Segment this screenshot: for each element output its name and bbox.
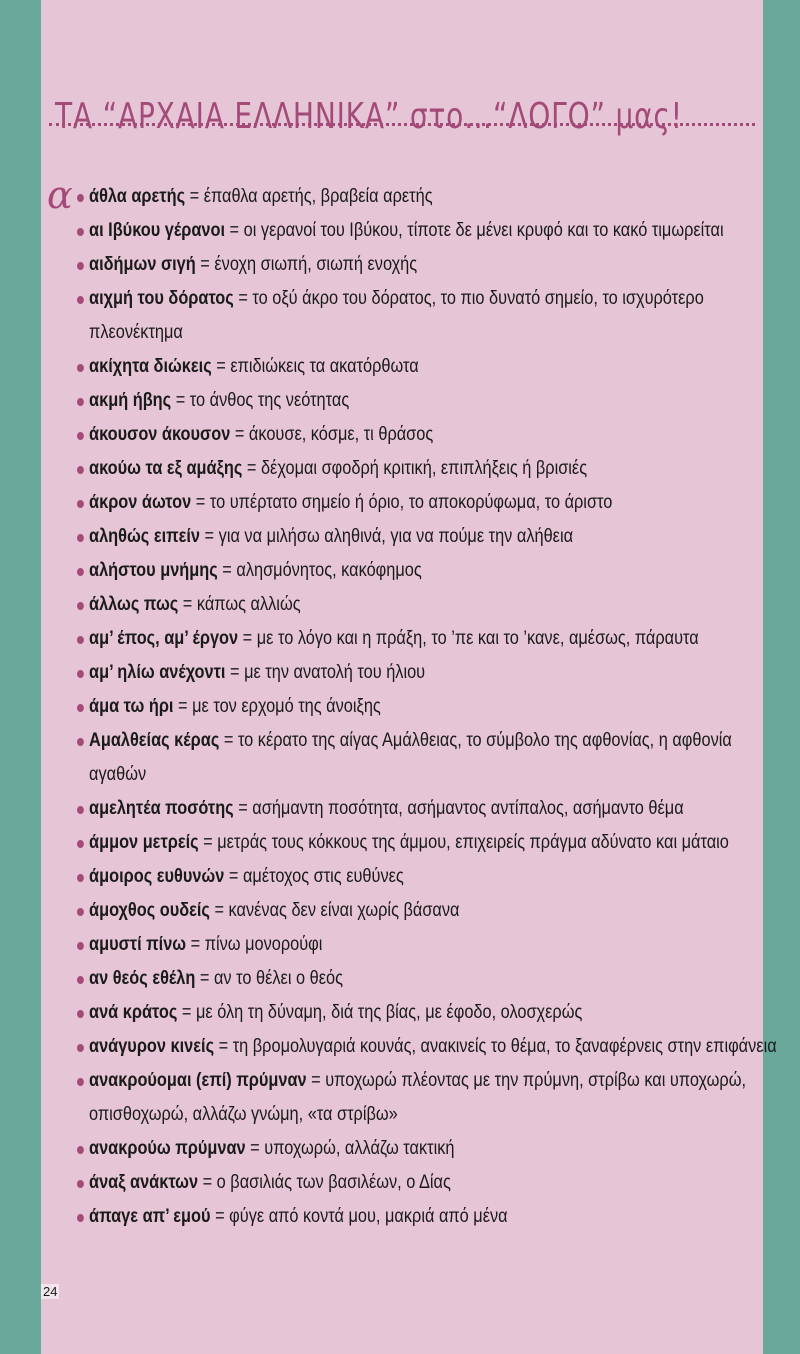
- list-item: [77, 1200, 786, 1234]
- equals-separator: =: [178, 594, 197, 615]
- bullet-icon: [77, 262, 84, 270]
- list-item: [77, 622, 786, 656]
- equals-separator: =: [238, 628, 257, 649]
- bullet-icon: [77, 602, 84, 610]
- phrase-term: αλήστου μνήμης: [89, 560, 218, 581]
- list-item: [77, 214, 786, 248]
- equals-separator: =: [198, 832, 218, 853]
- equals-separator: =: [217, 560, 237, 581]
- bullet-icon: [77, 1214, 84, 1222]
- bullet-icon: [77, 1146, 84, 1154]
- equals-separator: =: [306, 1070, 326, 1091]
- list-item: [77, 282, 786, 350]
- list-item: [77, 384, 786, 418]
- list-item: [77, 1132, 786, 1166]
- equals-separator: =: [214, 1036, 233, 1057]
- list-item: [77, 180, 786, 214]
- list-item: [77, 350, 786, 384]
- list-item: [77, 792, 786, 826]
- bullet-icon: [77, 840, 84, 848]
- equals-separator: =: [245, 1138, 265, 1159]
- list-item: [77, 928, 786, 962]
- list-item: [77, 656, 786, 690]
- equals-separator: =: [219, 730, 238, 751]
- phrase-term: αιχμή του δόρατος: [89, 288, 234, 309]
- bullet-icon: [77, 806, 84, 814]
- phrase-term: ανακρούομαι (επί) πρύμναν: [89, 1070, 307, 1091]
- phrase-definition: ο βασιλιάς των βασιλέων, ο Δίας: [216, 1172, 451, 1193]
- list-item: [77, 690, 786, 724]
- phrase-definition: ένοχη σιωπή, σιωπή ενοχής: [214, 254, 418, 275]
- bullet-icon: [77, 942, 84, 950]
- equals-separator: =: [230, 424, 249, 445]
- page-title: ΤΑ “ΑΡΧΑΙΑ ΕΛΛΗΝΙΚΑ” στο…“ΛΟΓΟ” μας!: [55, 96, 683, 138]
- phrase-term: άλλως πως: [89, 594, 179, 615]
- phrase-definition: αλησμόνητος, κακόφημος: [236, 560, 422, 581]
- equals-separator: =: [225, 220, 244, 241]
- equals-separator: =: [242, 458, 261, 479]
- phrase-term: ανάγυρον κινείς: [89, 1036, 215, 1057]
- equals-separator: =: [191, 492, 210, 513]
- list-item: [77, 452, 786, 486]
- phrase-definition: ασήμαντη ποσότητα, ασήμαντος αντίπαλος, ασήμαντο θέμα: [252, 798, 684, 819]
- phrase-term: αι Ιβύκου γέρανοι: [89, 220, 226, 241]
- bullet-icon: [77, 228, 84, 236]
- list-item: [77, 962, 786, 996]
- list-item: [77, 486, 786, 520]
- equals-separator: =: [198, 1172, 217, 1193]
- equals-separator: =: [225, 662, 245, 683]
- list-item: [77, 418, 786, 452]
- bullet-icon: [77, 568, 84, 576]
- phrase-definition: φύγε από κοντά μου, μακριά από μένα: [229, 1206, 508, 1227]
- page: [41, 0, 777, 1354]
- equals-separator: =: [185, 186, 204, 207]
- phrase-definition: το άνθος της νεότητας: [189, 390, 350, 411]
- equals-separator: =: [186, 934, 205, 955]
- phrase-definition: μετράς τους κόκκους της άμμου, επιχειρείς πράγμα αδύνατο και μάταιο: [217, 832, 729, 853]
- phrase-term: ανά κράτος: [89, 1002, 178, 1023]
- bullet-icon: [77, 670, 84, 678]
- phrase-term: άμοχθος ουδείς: [89, 900, 210, 921]
- bullet-icon: [77, 738, 84, 746]
- list-item: [77, 248, 786, 282]
- bullet-icon: [77, 1010, 84, 1018]
- phrase-term: άθλα αρετής: [89, 186, 186, 207]
- phrase-definition: το υπέρτατο σημείο ή όριο, το αποκορύφωμα, το άριστο: [209, 492, 613, 513]
- phrase-term: αν θεός εθέλη: [89, 968, 196, 989]
- list-item: [77, 860, 786, 894]
- phrase-term: άμα τω ήρι: [89, 696, 174, 717]
- phrase-term: αμ’ ηλίω ανέχοντι: [89, 662, 226, 683]
- phrase-term: άκουσον άκουσον: [89, 424, 231, 445]
- phrase-definition: με τον ερχομό της άνοιξης: [192, 696, 381, 717]
- list-item: [77, 554, 786, 588]
- phrase-definition: άκουσε, κόσμε, τι θράσος: [248, 424, 434, 445]
- bullet-icon: [77, 976, 84, 984]
- bullet-icon: [77, 704, 84, 712]
- list-item: [77, 724, 786, 792]
- list-item: [77, 588, 786, 622]
- bullet-icon: [77, 636, 84, 644]
- phrase-term: αληθώς ειπείν: [89, 526, 201, 547]
- equals-separator: =: [195, 254, 215, 275]
- phrase-list: [77, 180, 777, 1234]
- phrase-term: άμμον μετρείς: [89, 832, 199, 853]
- phrase-definition: το κέρατο της αίγας Αμάλθειας, το σύμβολο της αφθονίας, η αφθονία αγαθών: [89, 730, 732, 785]
- bullet-icon: [77, 466, 84, 474]
- phrase-definition: αν το θέλει ο θεός: [213, 968, 343, 989]
- phrase-definition: αμέτοχος στις ευθύνες: [242, 866, 404, 887]
- phrase-definition: επιδιώκεις τα ακατόρθωτα: [230, 356, 419, 377]
- phrase-term: άναξ ανάκτων: [89, 1172, 199, 1193]
- phrase-term: άπαγε απ’ εμού: [89, 1206, 211, 1227]
- bullet-icon: [77, 1180, 84, 1188]
- phrase-definition: κανένας δεν είναι χωρίς βάσανα: [228, 900, 460, 921]
- equals-separator: =: [210, 1206, 230, 1227]
- list-item: [77, 894, 786, 928]
- phrase-definition: με το λόγο και η πράξη, το ’πε και το ’κανε, αμέσως, πάραυτα: [256, 628, 699, 649]
- list-item: [77, 520, 786, 554]
- phrase-definition: για να μιλήσω αληθινά, για να πούμε την αλήθεια: [218, 526, 574, 547]
- phrase-definition: υποχωρώ πλέοντας με την πρύμνη, στρίβω και υποχωρώ, οπισθοχωρώ, αλλάζω γνώμη, «τα στρίβω»: [89, 1070, 747, 1125]
- phrase-term: ακμή ήβης: [89, 390, 172, 411]
- bullet-icon: [77, 194, 84, 202]
- phrase-definition: δέχομαι σφοδρή κριτική, επιπλήξεις ή βρισιές: [260, 458, 588, 479]
- phrase-definition: υποχωρώ, αλλάζω τακτική: [264, 1138, 455, 1159]
- bullet-icon: [77, 908, 84, 916]
- equals-separator: =: [173, 696, 193, 717]
- phrase-definition: πίνω μονορούφι: [204, 934, 323, 955]
- section-letter: α: [47, 173, 73, 217]
- equals-separator: =: [233, 288, 253, 309]
- phrase-term: άκρον άωτον: [89, 492, 192, 513]
- list-item: [77, 1064, 786, 1132]
- bullet-icon: [77, 432, 84, 440]
- phrase-term: αμυστί πίνω: [89, 934, 187, 955]
- equals-separator: =: [209, 900, 229, 921]
- bullet-icon: [77, 296, 84, 304]
- bullet-icon: [77, 874, 84, 882]
- equals-separator: =: [200, 526, 219, 547]
- phrase-term: ακίχητα διώκεις: [89, 356, 212, 377]
- list-item: [77, 1030, 786, 1064]
- bullet-icon: [77, 398, 84, 406]
- equals-separator: =: [224, 866, 243, 887]
- equals-separator: =: [233, 798, 253, 819]
- phrase-definition: τη βρομολυγαριά κουνάς, ανακινείς το θέμα, το ξαναφέρνεις στην επιφάνεια: [232, 1036, 777, 1057]
- list-item: [77, 1166, 786, 1200]
- phrase-term: αμ’ έπος, αμ’ έργον: [89, 628, 239, 649]
- page-number: 24: [43, 1284, 58, 1299]
- phrase-term: αμελητέα ποσότης: [89, 798, 234, 819]
- phrase-definition: το οξύ άκρο του δόρατος, το πιο δυνατό σημείο, το ισχυρότερο πλεονέκτημα: [89, 288, 704, 343]
- dotted-divider: [49, 123, 755, 126]
- phrase-definition: με όλη τη δύναμη, διά της βίας, με έφοδο, ολοσχερώς: [195, 1002, 583, 1023]
- phrase-term: αιδήμων σιγή: [89, 254, 196, 275]
- phrase-definition: έπαθλα αρετής, βραβεία αρετής: [203, 186, 433, 207]
- bullet-icon: [77, 500, 84, 508]
- phrase-term: Αμαλθείας κέρας: [89, 730, 220, 751]
- equals-separator: =: [195, 968, 214, 989]
- list-item: [77, 996, 786, 1030]
- equals-separator: =: [211, 356, 231, 377]
- phrase-definition: με την ανατολή του ήλιου: [244, 662, 426, 683]
- equals-separator: =: [171, 390, 190, 411]
- equals-separator: =: [177, 1002, 196, 1023]
- bullet-icon: [77, 364, 84, 372]
- phrase-definition: οι γερανοί του Ιβύκου, τίποτε δε μένει κρυφό και το κακό τιμωρείται: [243, 220, 724, 241]
- phrase-term: άμοιρος ευθυνών: [89, 866, 225, 887]
- bullet-icon: [77, 1078, 84, 1086]
- phrase-definition: κάπως αλλιώς: [196, 594, 301, 615]
- bullet-icon: [77, 1044, 84, 1052]
- phrase-term: ακούω τα εξ αμάξης: [89, 458, 243, 479]
- list-item: [77, 826, 786, 860]
- bullet-icon: [77, 534, 84, 542]
- phrase-term: ανακρούω πρύμναν: [89, 1138, 246, 1159]
